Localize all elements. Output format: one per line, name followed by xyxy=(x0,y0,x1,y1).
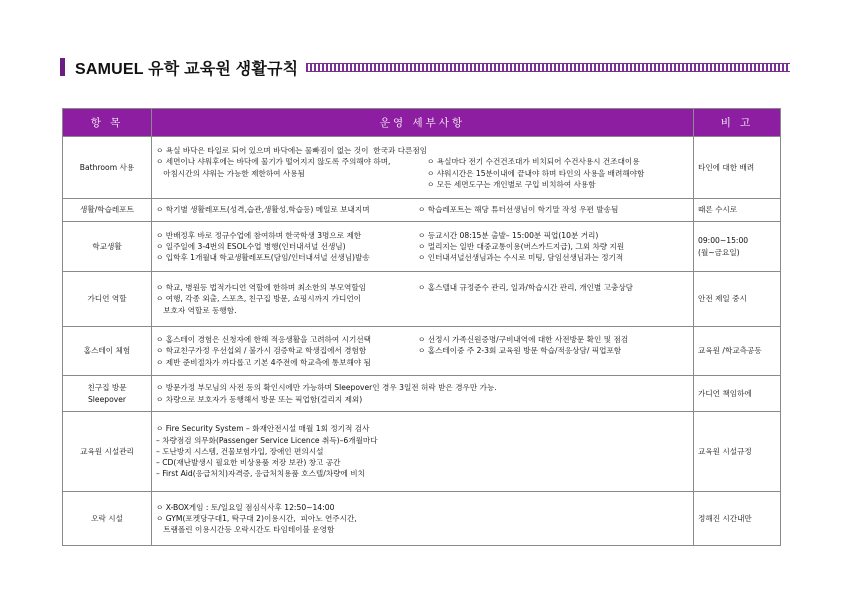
row-note-cell xyxy=(694,137,781,199)
detail-line: – 차량점검 의무화(Passenger Service Licence 취득)–6개월마다 xyxy=(156,435,378,445)
detail-line: ㅇ 방문가정 부모님의 사전 동의 확인시에만 가능하며 Sleepover인 경우 3일전 허락 받은 경우만 가능. xyxy=(156,383,497,393)
row-note-cell xyxy=(694,272,781,327)
detail-line: 트램폴린 이용시간등 오락시간도 타임테이블 운영함 xyxy=(156,525,335,535)
row-item-label: 친구집 방문 xyxy=(87,383,127,393)
table-row xyxy=(63,412,781,492)
detail-line: ㅇ 학교친구가정 우선섭외 / 불가시 검증학교 학생집에서 경험함 xyxy=(156,346,367,356)
header-item: 항 목 xyxy=(63,109,152,137)
row-item-cell xyxy=(63,222,152,272)
row-note-text: 안전 제일 중시 xyxy=(698,294,747,304)
detail-line: ㅇ 일주일에 3-4번의 ESOL수업 병행(인터내셔널 선생님) xyxy=(156,241,346,251)
row-item-label: 생활/학습레포트 xyxy=(80,205,134,215)
row-item-label: 오락 시설 xyxy=(91,513,123,523)
detail-line: ㅇ 세면이나 샤워후에는 바닥에 물기가 떨어지지 않도록 주의해야 하며, xyxy=(156,157,391,167)
row-details-cell xyxy=(152,492,694,546)
row-item-label: 교육원 시설관리 xyxy=(80,446,134,456)
row-item-label: Sleepover xyxy=(87,394,127,404)
detail-line: ㅇ 반배정후 바로 정규수업에 참여하며 한국학생 3명으로 제한 xyxy=(156,230,362,240)
detail-line: ㅇ 학교, 병원등 법적가디언 역할에 한하며 최소한의 부모역할임 xyxy=(156,283,367,293)
detail-line: ㅇ 홈스텔내 규정준수 관리, 일과/학습시간 관리, 개인별 고충상담 xyxy=(418,283,634,293)
row-note-cell xyxy=(694,327,781,376)
detail-line: 아침시간의 샤워는 가능한 제한하여 사용됨 xyxy=(156,168,305,178)
detail-line: – CD(재난발생시 필요한 비상용품 저장 보관) 창고 공간 xyxy=(156,458,341,468)
row-details-cell xyxy=(152,376,694,412)
title-marker xyxy=(60,58,65,76)
row-note-text: (월~금요일) xyxy=(698,247,740,257)
row-note-text: 때론 수시로 xyxy=(698,205,738,215)
details-left-column xyxy=(156,145,427,190)
table-row xyxy=(63,272,781,327)
detail-line: ㅇ 입학후 1개월내 학교생활레포트(담임/인터내셔널 선생님)발송 xyxy=(156,253,370,263)
row-note-text: 정해진 시간내만 xyxy=(698,513,752,523)
detail-line: – First Aid(응급처치)자격증, 응급처치용품 호스텔/차량에 비치 xyxy=(156,469,365,479)
detail-line xyxy=(427,145,689,156)
row-note-cell xyxy=(694,412,781,492)
title-divider xyxy=(306,63,790,72)
details-left-column xyxy=(156,502,689,536)
row-details-cell xyxy=(152,272,694,327)
header-details: 운영 세부사항 xyxy=(152,109,694,137)
row-details-cell xyxy=(152,412,694,492)
row-item-cell xyxy=(63,492,152,546)
row-item-cell xyxy=(63,272,152,327)
details-left-column xyxy=(156,423,689,479)
row-note-cell xyxy=(694,222,781,272)
details-right-column xyxy=(418,204,689,215)
detail-line: ㅇ 멀리지는 일반 대중교통이용(버스카드지급), 그외 차량 지원 xyxy=(418,241,625,251)
details-left-column xyxy=(156,204,418,215)
details-left-column xyxy=(156,282,418,316)
detail-line: ㅇ Fire Security System – 화재안전시설 매월 1회 정기적 검사 xyxy=(156,424,370,434)
row-note-cell xyxy=(694,199,781,222)
row-item-label: Bathroom 사용 xyxy=(79,162,135,172)
row-note-cell xyxy=(694,492,781,546)
table-row xyxy=(63,376,781,412)
row-note-text: 09:00~15:00 xyxy=(698,236,749,246)
detail-line: ㅇ 욕실마다 전기 수건건조대가 비치되어 수건사용시 건조대이용 xyxy=(427,157,640,167)
row-details-cell xyxy=(152,327,694,376)
row-note-text: 타인에 대한 배려 xyxy=(698,162,755,172)
details-right-column xyxy=(418,282,689,316)
detail-line: ㅇ 등교시간 08:15분 출발– 15:00분 픽업(10분 거리) xyxy=(418,230,599,240)
rules-table xyxy=(62,108,781,546)
details-right-column xyxy=(427,145,689,190)
details-right-column xyxy=(418,334,689,368)
detail-line: ㅇ 학습레포트는 해당 튜터선생님이 학기말 작성 우편 발송됨 xyxy=(418,205,619,215)
row-item-cell xyxy=(63,327,152,376)
table-row xyxy=(63,199,781,222)
details-left-column xyxy=(156,334,418,368)
table-row xyxy=(63,137,781,199)
detail-line: ㅇ 인터내셔널선생님과는 수시로 미팅, 담임선생님과는 정기적 xyxy=(418,253,624,263)
row-details-cell xyxy=(152,137,694,199)
row-item-label: 학교생활 xyxy=(92,241,122,251)
row-item-label: 홈스테이 체험 xyxy=(83,346,131,356)
row-item-label: 가디언 역할 xyxy=(87,294,127,304)
table-body xyxy=(63,137,781,546)
table-row xyxy=(63,327,781,376)
row-item-cell xyxy=(63,376,152,412)
table-row xyxy=(63,492,781,546)
detail-line: ㅇ 여행, 각종 외출, 스포츠, 친구집 방문, 쇼핑시까지 가디언이 xyxy=(156,294,362,304)
header-note: 비 고 xyxy=(694,109,781,137)
detail-line: ㅇ 모든 세면도구는 개인별로 구입 비치하여 사용함 xyxy=(427,179,596,189)
detail-line: ㅇ 샤워시간은 15분이내에 끝내야 하며 타인의 사용을 배려해야함 xyxy=(427,168,645,178)
detail-line: – 도난방지 시스템, 건물보험가입, 장애인 편의시설 xyxy=(156,446,324,456)
details-right-column xyxy=(418,230,689,264)
details-left-column xyxy=(156,230,418,264)
row-details-cell xyxy=(152,222,694,272)
details-left-column xyxy=(156,382,689,405)
detail-line: ㅇ 홈스테이중 주 2-3회 교육원 방문 학습/적응상담/ 픽업포함 xyxy=(418,346,622,356)
row-note-text: 교육원 /학교측공동 xyxy=(698,346,762,356)
detail-line: ㅇ 홈스테이 경험은 신청자에 한해 적응생활을 고려하여 시기선택 xyxy=(156,335,371,345)
row-item-cell xyxy=(63,412,152,492)
detail-line: ㅇ 제반 준비절차가 까다롭고 기본 4주전에 학교측에 통보해야 됨 xyxy=(156,357,371,367)
page-title: SAMUEL 유학 교육원 생활규칙 xyxy=(75,60,299,78)
row-note-text: 가디언 책임하에 xyxy=(698,388,752,398)
row-details-cell xyxy=(152,199,694,222)
row-note-text: 교육원 시설규정 xyxy=(698,446,752,456)
table-row xyxy=(63,222,781,272)
table-header-row xyxy=(63,109,781,137)
detail-line: ㅇ 선정시 가족신원증명/구비내역에 대한 사전방문 확인 및 점검 xyxy=(418,335,629,345)
row-item-cell xyxy=(63,137,152,199)
detail-line: 보호자 역할로 동행함. xyxy=(156,305,237,315)
title-bar xyxy=(60,56,790,78)
detail-line: ㅇ X-BOX게임 : 토/일요일 점심식사후 12:50~14:00 xyxy=(156,502,335,512)
detail-line: ㅇ 학기별 생활레포트(성격,습관,생활성,학습등) 메일로 보내지며 xyxy=(156,205,370,215)
row-note-cell xyxy=(694,376,781,412)
detail-line: ㅇ 욕실 바닥은 타일로 되어 있으며 바닥에는 물빠짐이 없는 것이 한국과 다른점임 xyxy=(156,145,428,155)
row-item-cell xyxy=(63,199,152,222)
detail-line: ㅇ 차량으로 보호자가 동행해서 방문 또는 픽업함(걸리지 제외) xyxy=(156,394,363,404)
detail-line: ㅇ GYM(포켓당구대1, 탁구대 2)이용시간, 피아노 연주시간, xyxy=(156,513,357,523)
